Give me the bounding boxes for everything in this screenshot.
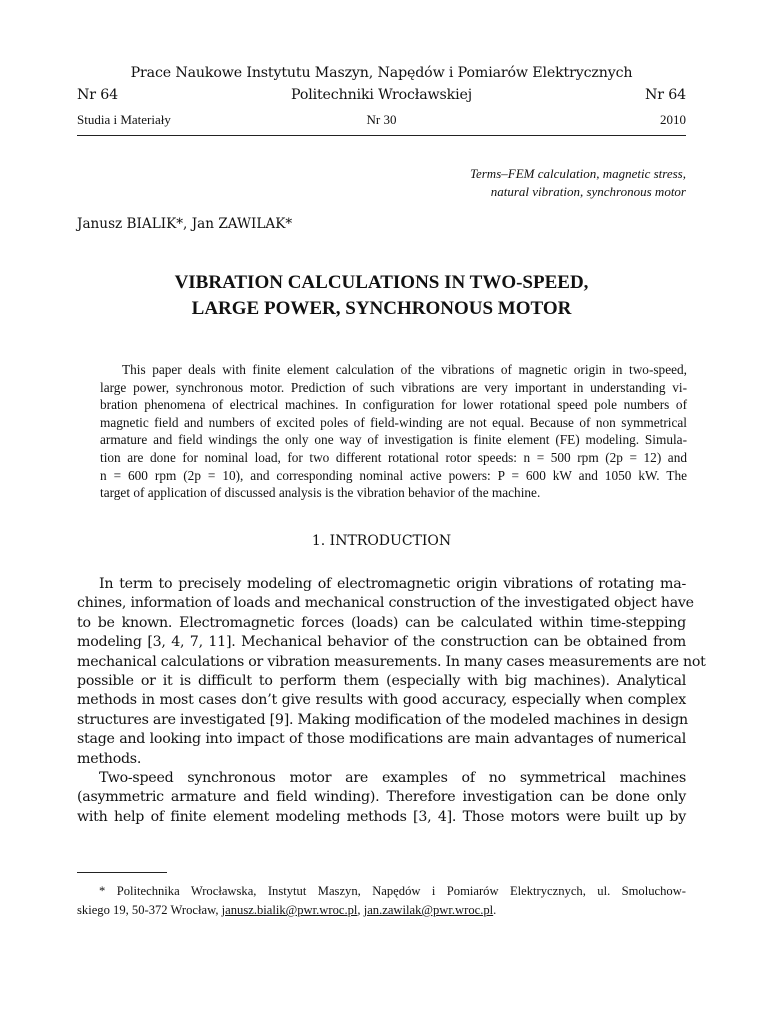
body-line: modeling [3, 4, 7, 11]. Mechanical behavior of the construction can be obtained from	[77, 634, 686, 651]
title-line: VIBRATION CALCULATIONS IN TWO-SPEED,	[174, 272, 589, 293]
body-line: mechanical calculations or vibration measurements. In many cases measurements are not	[77, 653, 706, 670]
abstract	[100, 361, 687, 502]
abstract-line: This paper deals with finite element calculation of the vibrations of magnetic origin in two-speed,	[122, 362, 687, 377]
journal-institution: Politechniki Wrocławskiej	[291, 87, 472, 103]
series-number: Nr 30	[366, 112, 397, 127]
abstract-line: bration phenomena of electrical machines. In configuration for lower rotational speed pole numbers of	[100, 397, 687, 413]
publication-year: 2010	[660, 112, 686, 127]
section-heading: 1. INTRODUCTION	[311, 533, 452, 549]
journal-name: Prace Naukowe Instytutu Maszyn, Napędów i Pomiarów Elektrycznych	[130, 65, 633, 81]
body-line: with help of finite element modeling methods [3, 4]. Those motors were built up by	[77, 808, 686, 825]
email-link-zawilak[interactable]: jan.zawilak@pwr.wroc.pl	[363, 903, 494, 917]
abstract-line: target of application of discussed analysis is the vibration behavior of the machine.	[100, 485, 541, 501]
body-line: chines, information of loads and mechanical construction of the investigated object have	[77, 595, 694, 612]
body-line: structures are investigated [9]. Making modification of the modeled machines in design	[77, 711, 688, 728]
body-line: Two-speed synchronous motor are examples of no symmetrical machines	[99, 770, 686, 787]
footnote-line	[77, 901, 686, 920]
footnote-line: * Politechnika Wrocławska, Instytut Maszyn, Napędów i Pomiarów Elektrycznych, ul. Smoluchow-	[99, 884, 686, 898]
abstract-line: n = 600 rpm (2p = 10), and corresponding nominal active powers: P = 600 kW and 1050 kW. The	[100, 467, 687, 483]
footnote-divider	[77, 872, 167, 873]
footnote-end: .	[493, 903, 497, 917]
email-separator: ,	[357, 903, 364, 917]
paper-title	[77, 270, 686, 322]
body-text	[77, 575, 706, 827]
keywords-line: natural vibration, synchronous motor	[490, 183, 686, 199]
authors: Janusz BIALIK*, Jan ZAWILAK*	[77, 216, 293, 232]
abstract-line: tion are done for nominal load, for two different rotational rotor speeds: n = 500 rpm (2p = 12) and	[100, 449, 687, 465]
body-line: In term to precisely modeling of electromagnetic origin vibrations of rotating ma-	[99, 576, 686, 592]
abstract-line: armature and field windings the only one way of investigation is finite element (FE) modeling. Simula-	[100, 432, 687, 448]
header-divider	[77, 135, 686, 136]
body-line: (asymmetric armature and field winding). Therefore investigation can be done only	[77, 789, 686, 806]
abstract-line: large power, synchronous motor. Prediction of such vibrations are very important in understanding vi-	[100, 379, 687, 395]
keywords	[470, 165, 686, 200]
journal-header	[77, 62, 686, 106]
footnote-address: skiego 19, 50-372 Wrocław,	[77, 903, 222, 917]
keywords-line: Terms–FEM calculation, magnetic stress,	[469, 166, 686, 181]
series-info	[77, 112, 686, 130]
issue-number-left: Nr 64	[77, 87, 119, 103]
body-line: methods.	[77, 750, 142, 767]
issue-number-right: Nr 64	[644, 87, 686, 103]
footnote	[77, 882, 686, 920]
title-line: LARGE POWER, SYNCHRONOUS MOTOR	[191, 298, 572, 319]
series-name: Studia i Materiały	[77, 112, 171, 127]
body-line: methods in most cases don’t give results with good accuracy, especially when complex	[77, 692, 686, 709]
journal-header-row	[77, 84, 686, 106]
abstract-line: magnetic field and numbers of excited poles of field-winding are not equal. Because of non symmetrical	[100, 414, 687, 430]
body-line: possible or it is difficult to perform them (especially with big machines). Analytical	[77, 673, 686, 690]
email-link-bialik[interactable]: janusz.bialik@pwr.wroc.pl	[221, 903, 358, 917]
body-line: stage and looking into impact of those modifications are main advantages of numerical	[77, 731, 686, 748]
body-line: to be known. Electromagnetic forces (loads) can be calculated within time-stepping	[77, 614, 686, 631]
